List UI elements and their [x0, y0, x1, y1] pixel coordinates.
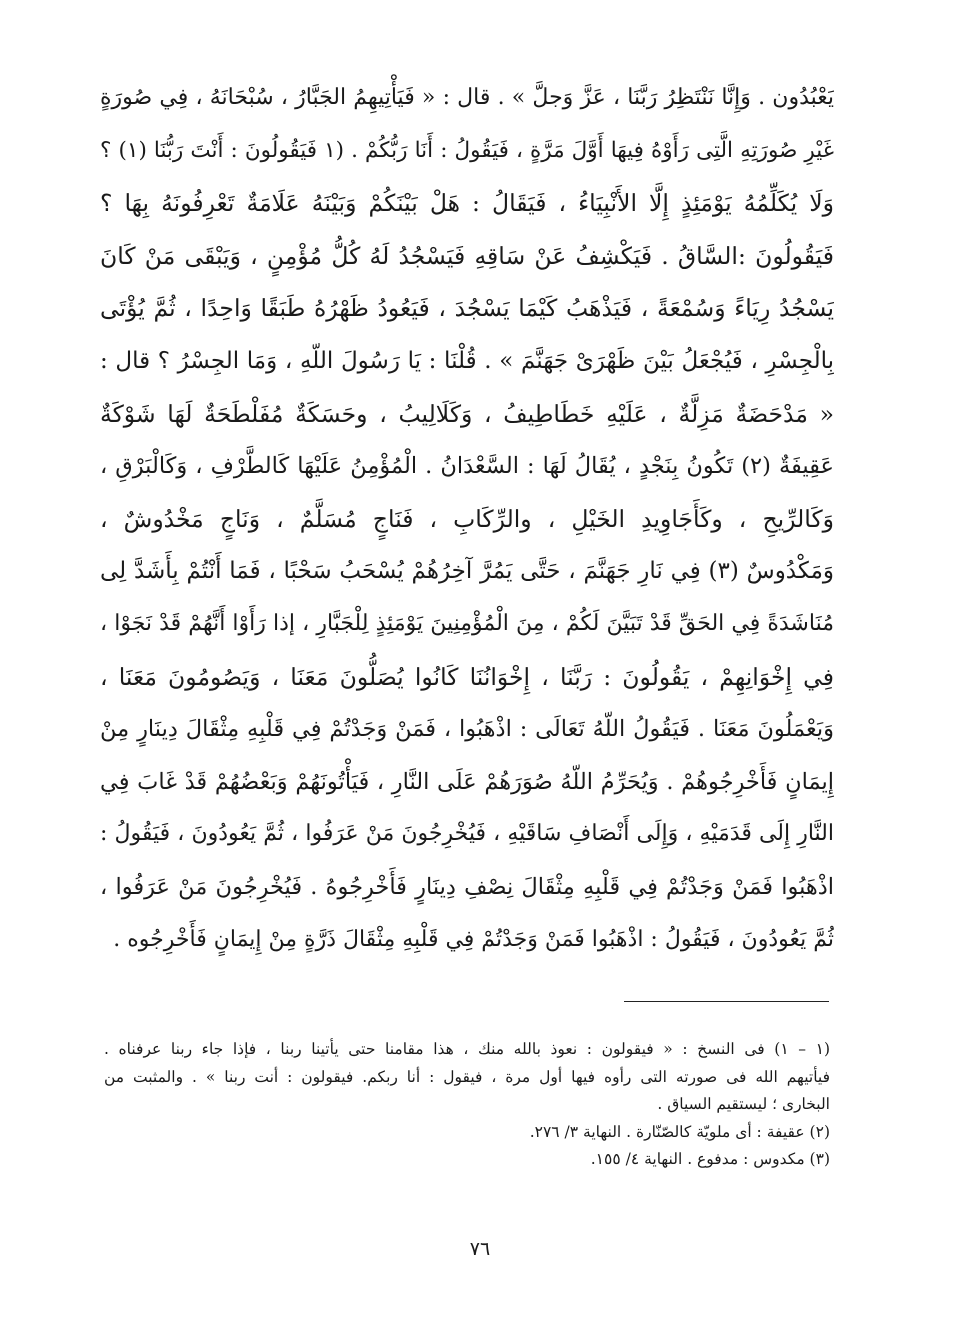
text-line: ثُمَّ يَعُودُونَ ، فَيَقُولُ : اذْهَبُوا فَمَنْ وَجَدْتُمْ فِي قَلْبِهِ مِثْقَالَ ذَرَّةٍ مِنْ إِيمَانٍ فَأَخْرِجُوه . — [113, 926, 834, 952]
page-number: ٧٦ — [469, 1238, 491, 1260]
footnote-line: (٢) عقيفة : أى ملويّة كالصّنّارة . النهاية ٣/ ٢٧٦. — [529, 1122, 830, 1141]
text-line: وَمَكْدُوسٌ (٣) فِي نَارِ جَهَنَّمَ ، حَتَّى يَمُرَّ آخِرُهُمْ يُسْحَبُ سَحْبًا ، فَمَا أَنْتُمْ بِأَشَدَّ لِى — [100, 558, 834, 585]
text-line: اذْهَبُوا فَمَنْ وَجَدْتُمْ فِي قَلْبِهِ مِثْقَالَ نِصْفِ دِينَارٍ فَأَخْرِجُوهُ . فَيُخْرِجُونَ مَنْ عَرَفُوا ، — [100, 873, 834, 900]
text-line: إِيمَانٍ فَأَخْرِجُوهُمْ . وَيُحَرِّمُ اللّهُ صُوَرَهُمْ عَلَى النَّارِ ، فَيَأْتُونَهُمْ وَبَعْضُهُمْ قَدْ غَابَ فِي — [100, 768, 834, 795]
text-line: وَلَا يُكَلِّمُهُ يَوْمَئِذٍ إِلَّا الأَنْبِيَاءُ ، فَيَقَالُ : هَلْ بَيْنَكُمْ وَبَيْنَهُ عَلَامَةٌ تَعْرِفُونَهُ بِهَا ؟ — [100, 189, 834, 218]
text-line: « مَدْحَضَةٌ مَزِلَّةٌ ، عَلَيْهِ خَطَاطِيفُ ، وَكَلَالِيبُ ، وحَسَكَةٌ مُفَلْطَحَةٌ لَهَا شَوْكَةٌ — [100, 399, 834, 428]
text-line: غَيْرِ صُورَتِهِ الَّتِى رَأَوْهُ فِيهَا أَوَّلَ مَرَّةٍ ، فَيَقُولُ : أَنَا رَبُّكُمْ . (١ فَيَقُولُونَ : أَنْتَ رَبُّنَا (١) ؟ — [100, 137, 834, 163]
text-line: يَعْبُدُون . وَإِنَّا نَنْتَظِرُ رَبَّنَا ، عَزَّ وَجلَّ » . قال : « فَيَأْتِيهِمُ الجَبَّارُ ، سُبْحَانَهُ ، فِي صُورَةٍ — [100, 85, 834, 110]
text-line: وَكَالرِّيحِ ، وكَأَجَاوِيدِ الخَيْلِ ، والرِّكَابِ ، فَنَاجٍ مُسَلَّمٌ ، وَنَاجٍ مَخْدُوشٌ ، — [100, 504, 834, 533]
text-line: يَسْجُدُ رِيَاءً وَسُمْعَةً ، فَيَذْهَبُ كَيْمَا يَسْجُدَ ، فَيَعُودُ ظَهْرُهُ طَبَقًا وَاحِدًا ، ثُمَّ يُؤْتَى — [100, 294, 834, 323]
text-line: بِالْجِسْرِ ، فَيُجْعَلُ بَيْنَ ظَهْرَىْ جَهَنَّمَ » . قُلْنَا : يَا رَسُولَ اللّهِ ، وَمَا الجِسْرُ ؟ قال : — [100, 347, 834, 374]
footnote-line: البخارى ؛ ليستقيم السياق . — [657, 1095, 830, 1113]
text-line: النَّارِ إِلَى قَدَمَيْهِ ، وَإِلَى أَنْصَافِ سَاقَيْهِ ، فَيُخْرِجُونَ مَنْ عَرَفُوا ، ثُمَّ يَعُودُونَ ، فَيَقُولُ : — [100, 821, 834, 847]
main-text-block — [100, 72, 834, 966]
text-line: فَيَقُولُونَ :السَّاقُ . فَيَكْشِفُ عَنْ سَاقِهِ فَيَسْجُدُ لَهُ كُلُّ مُؤْمِنٍ ، وَيَبْقَى مَنْ كَانَ — [100, 241, 834, 270]
footnote-separator — [624, 1001, 829, 1002]
footnotes-block — [104, 1036, 830, 1174]
text-line: مُنَاشَدَةً فِي الحَقِّ قَدْ تَبَيَّنَ لَكُمْ ، مِنَ الْمُؤْمِنِينَ يَوْمَئِذٍ لِلْجَبَّارِ ، إذا رَأَوْا أَنَّهُمْ قَدْ نَجَوْا ، — [100, 610, 834, 636]
footnote-line: فيأتيهم الله فى صورته التى رأوه فيها أول مرة ، فيقول : أنا ربكم. فيقولون : أنت ربنا » . والمثبت من — [104, 1067, 830, 1086]
text-line: عَقِيفَةٌ (٢) تَكُونُ بِنَجْدٍ ، يُقَالُ لَهَا : السَّعْدَانُ . الْمُؤْمِنُ عَلَيْهَا كَالطَّرْفِ ، وَكَالْبَرْقِ ، — [100, 453, 834, 480]
footnote-line: (٣) مكدوس : مدفوع . النهاية ٤/ ١٥٥. — [590, 1150, 830, 1168]
text-line: وَيَعْمَلُونَ مَعَنَا . فَيَقُولُ اللّهُ تَعَالَى : اذْهَبُوا ، فَمَنْ وَجَدْتُمْ فِي قَلْبِهِ مِثْقَالَ دِينَارٍ مِنْ — [100, 716, 834, 743]
text-line: فِي إِخْوَانِهِمْ ، يَقُولُونَ : رَبَّنَا ، إِخْوَانُنَا كَانُوا يُصَلُّونَ مَعَنَا ، وَيَصُومُونَ مَعَنَا ، — [100, 662, 834, 691]
footnote-line: (١ – ١) فى النسخ : « فيقولون : نعوذ بالله منك ، هذا مقامنا حتى يأتينا ربنا ، فإذا جاء ربنا عرفناه . — [104, 1040, 830, 1058]
